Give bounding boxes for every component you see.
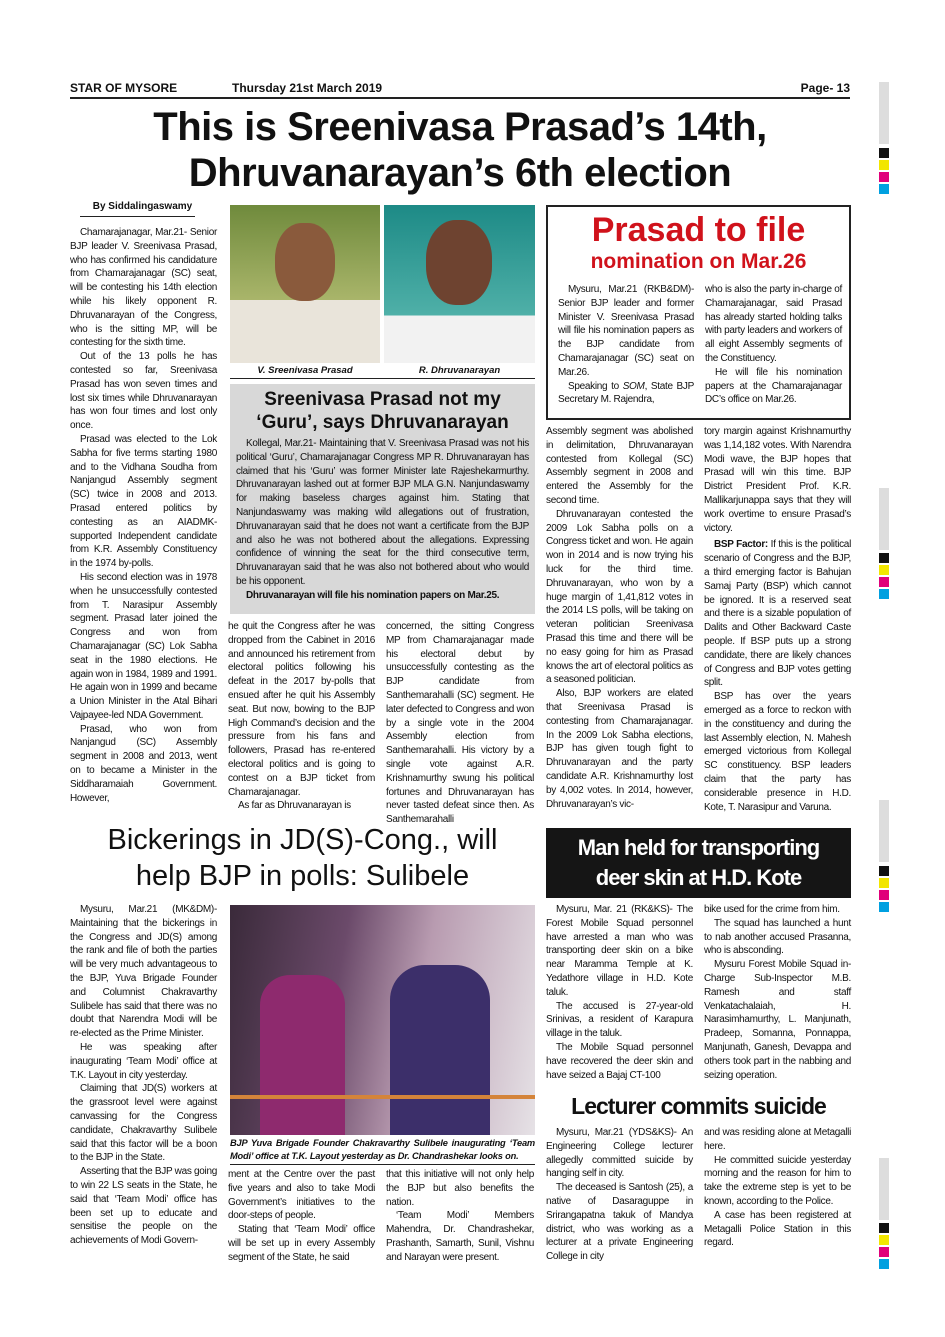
para: Asserting that the BJP was going to win 22 LS seats in the State, he said that ‘Team Modi’ office has been set up to educate and sensitise the people on the achievements of Modi Govern- (70, 1166, 217, 1247)
guru-headline (230, 388, 535, 434)
main-headline (60, 104, 860, 196)
black-mark (879, 866, 889, 876)
bickerings-headline-line1: Bickerings in JD(S)-Cong., will (107, 824, 498, 856)
text: , State BJP Secretary M. Rajendra, (558, 380, 694, 406)
para: The squad has launched a hunt to nab another accused Prasanna, who is absconding. (704, 917, 851, 957)
cyan-mark (879, 184, 889, 194)
yellow-mark (879, 1235, 889, 1245)
caption-rule (230, 378, 535, 379)
para: Mysuru, Mar.21 (MK&DM)- Maintaining that the bickerings in the Congress and JD(S) among the rank and file of both the parties will be very much advantageous to the BJP, Yuva Brigade Founder and Columnist Chakravarthy Sulibele has said that there was no doubt that Narendra Modi will be re-elected as the Prime Minister. (70, 904, 217, 1040)
para: tory margin against Krishnamurthy was 1,14,182 votes. With Narendra Modi wave, the BJP hopes that Prasad will win this time. BJP District President Prof. K.R. Mallikarjunappa says that they will work overtime to ensure Prasad’s victory. (704, 426, 851, 534)
para: Out of the 13 polls he has contested so far, Sreenivasa Prasad has won seven times and lost six times while Dhruvanarayan has won four times and lost only once. (70, 351, 217, 432)
para: Dhruvanarayan contested the 2009 Lok Sabha polls on a Congress ticket and won. He again won in 2014 and is now trying his luck for the third time. Dhruvanarayan, who won by a huge margin of 1,41,812 votes in the 2014 LS polls, will be taking on veteran politician Sreenivasa Prasad this time and there will be no easy going for him as Prasad knows the art of electoral politics as a seasoned politician. (546, 508, 693, 686)
para (704, 538, 851, 690)
bickerings-headline (65, 822, 540, 894)
cyan-mark (879, 902, 889, 912)
guru-box (230, 384, 535, 614)
photo1-caption: V. Sreenivasa Prasad (257, 365, 353, 376)
para (558, 380, 694, 408)
guru-headline-line1: Sreenivasa Prasad not my (264, 389, 501, 410)
magenta-mark (879, 172, 889, 182)
magenta-mark (879, 1247, 889, 1257)
byline: By Siddalingaswamy (92, 201, 193, 212)
para: Claiming that JD(S) workers at the grassroot level were against canvassing for the Congress candidate, Chakravarthy Sulibele said that this factor will be a boon to the BJP in the State. (70, 1083, 217, 1164)
registration-strip (879, 82, 889, 144)
para: The accused is 27-year-old Srinivas, a resident of Karapura village in the taluk. (546, 1000, 693, 1040)
main-col4 (546, 425, 693, 811)
magenta-mark (879, 577, 889, 587)
para: he quit the Congress after he was dropped from the Cabinet in 2016 and announced his retirement from electoral politics following his defeat in the 2017 by-polls that ensued after he quit his Assembly seat. But now, bowing to the BJP High Command’s decision and the pressure from his fans and followers, Prasad has re-entered electoral politics and is going to contest on a BJP ticket from Chamarajanagar. (228, 621, 375, 798)
byline-rule (80, 216, 195, 217)
deer-headline-line2: deer skin at H.D. Kote (595, 865, 802, 890)
face-shape (426, 220, 492, 305)
para: He committed suicide yesterday morning and the reason for him to take the extreme step is yet to be known, according to the Police. (704, 1154, 851, 1207)
bickerings-col3 (386, 1168, 534, 1265)
para: Chamarajanagar, Mar.21- Senior BJP leader V. Sreenivasa Prasad, who has confirmed his candidature from Chamarajanagar (SC) seat, will be contesting his 14th election while his likely opponent R. Dhruvanarayan of the Congress, who is the sitting MP, will be contesting for the sixth time. (70, 227, 217, 349)
main-col1 (70, 226, 217, 805)
cyan-mark (879, 589, 889, 599)
para: Assembly segment was abolished in delimitation, Dhruvanarayan contested from Kollegal (SC) Assembly segment in 2008 and entered the Assembly for the second time. (546, 426, 693, 506)
registration-strip (879, 800, 889, 862)
main-col3 (386, 620, 534, 827)
photo2-caption: R. Dhruvanarayan (418, 365, 501, 376)
photo-dhruvanarayan (384, 205, 535, 363)
para: The deceased is Santosh (25), a native of Dasaraguppe in Srirangapatna takuk of Mandya district, who was working as a lecturer at a private Engineering College in city (546, 1182, 693, 1263)
nomination-headline-1: Prasad to file (591, 211, 806, 249)
para: His second election was in 1978 when he unsuccessfully contested from T. Narasipur Assembly segment. Prasad later joined the Congress and won from Chamarajanagar (SC) Lok Sabha seat in the 1980 elections. He again won in 1984, 1989 and 1991. He again won in 1999 and became a Union Minister in the Atal Bihari Vajpayee-led NDA Government. (70, 571, 217, 721)
person-shape (390, 965, 490, 1135)
text: Speaking to (568, 380, 623, 392)
para: that this initiative will not only help the BJP but also benefits the nation. (386, 1169, 534, 1208)
para: Kollegal, Mar.21- Maintaining that V. Sreenivasa Prasad was not his political ‘Guru’, Chamarajanagar Congress MP R. Dhruvanarayan has claimed that his ‘Guru’ was former Minister late Rajeshekarmurthy. Dhruvanarayan lashed out at former BJP MLA G.N. Nanjundaswamy for making baseless charges against him. Stating that Nanjundaswamy was making wild allegations out of frustration, Dhruvanarayan said that he does not want a certificate from the BJP and also he was not bothered about the allegations. Expressing confidence of winning the seat for the third consecutive term, Dhruvanarayan said that he was also not bothered about who would be his opponent. (236, 438, 529, 587)
black-mark (879, 553, 889, 563)
bickerings-headline-line2: help BJP in polls: Sulibele (135, 860, 470, 892)
lecturer-headline: Lecturer commits suicide (571, 1093, 826, 1119)
guru-body (230, 434, 535, 603)
para: He was speaking after inaugurating ‘Team Modi’ office at T.K. Layout in city yesterday. (70, 1041, 217, 1081)
subhead: BSP Factor: (714, 539, 768, 551)
cyan-mark (879, 1259, 889, 1269)
para: A case has been registered at Metagalli Police Station in this regard. (704, 1209, 851, 1249)
para: who is also the party in-charge of Chamarajanagar, said Prasad has already started holding talks with party leaders and workers of all eight Assembly segments of the Constituency. (705, 284, 842, 364)
caption-rule (230, 1164, 535, 1165)
page-number: Page- 13 (800, 81, 850, 95)
main-headline-line2: Dhruvanarayan’s 6th election (188, 151, 732, 195)
lecturer-col1 (546, 1126, 693, 1264)
para: Prasad, who won from Nanjangud (SC) Assembly segment in 2008 and 2013, went on to became a Minister in the Siddharamaiah Government. However, (70, 723, 217, 804)
para: Mysuru Forest Mobile Squad in-Charge Sub-Inspector M.B. Ramesh and staff Venkatachalaiah, H. Narasimhamurthy, L. Manjunath, Pradeep, Somanna, Ponnappa, Manjunath, Ganesh, Devappa and others took part in the nabbing and seizing operation. (704, 959, 851, 1081)
issue-date: Thursday 21st March 2019 (232, 81, 383, 95)
header-rule (70, 97, 850, 99)
para: and was residing alone at Metagalli here. (704, 1127, 851, 1152)
yellow-mark (879, 160, 889, 170)
bickerings-col1 (70, 903, 217, 1248)
para: ‘Team Modi’ Members Mahendra, Dr. Chandrashekar, Prashanth, Samarth, Sunil, Vishnu and Narayan were present. (386, 1210, 534, 1263)
registration-strip (879, 488, 889, 550)
para: Mysuru, Mar.21 (RKB&DM)- Senior BJP leader and former Minister V. Sreenivasa Prasad will file his nomination papers as the BJP candidate from Chamarajanagar (SC) seat on Mar.26. (558, 284, 694, 378)
main-col2 (228, 620, 375, 813)
yellow-mark (879, 878, 889, 888)
nomination-col2 (705, 283, 842, 407)
nomination-col1 (558, 283, 694, 407)
paper-name: STAR OF MYSORE (70, 81, 178, 95)
guru-headline-line2: ‘Guru’, says Dhruvanarayan (256, 412, 509, 433)
deer-headline-line1: Man held for transporting (577, 835, 820, 860)
para: Dhruvanarayan will file his nomination papers on Mar.25. (246, 589, 500, 601)
para: bike used for the crime from him. (704, 904, 840, 915)
para: Also, BJP workers are elated that Sreenivasa Prasad is contesting from Chamarajanagar. In the 2009 Lok Sabha elections, BJP has given tough fight to Dhruvanarayan and the party candidate A.R. Krishnamurthy lost by 4,002 votes. In 2014, however, Dhruvanarayan’s vic- (546, 688, 693, 810)
para: BSP has over the years emerged as a force to reckon with in the constituency and during the last Assembly election, N. Mahesh emerged victorious from Kollegal SC constituency. BSP leaders claim that the party has considerable presence in H.D. Kote, T. Narasipur and Varuna. (704, 691, 851, 813)
para: As far as Dhruvanarayan is (238, 800, 351, 812)
ribbon (230, 1095, 535, 1099)
main-col5 (704, 425, 851, 814)
deer-col1 (546, 903, 693, 1082)
text: If this is the political scenario of Congress and the BJP, a third emerging factor is Bahujan Samaj Party (BSP) which cannot be ignored. It is a reserved seat and there is a sizable population of Dalits and Other Backward Caste people. If BSP puts up a strong candidate, there are likely chances of Congress and BJP votes getting split. (704, 539, 851, 689)
person-shape (260, 975, 345, 1135)
black-mark (879, 148, 889, 158)
deer-col2 (704, 903, 851, 1082)
para: Mysuru, Mar.21 (YDS&KS)- An Engineering College lecturer allegedly committed suicide by hanging self in city. (546, 1127, 693, 1180)
magenta-mark (879, 890, 889, 900)
bickerings-col2 (228, 1168, 375, 1265)
photo-sulibele-inauguration (230, 905, 535, 1135)
para: He will file his nomination papers at the Chamarajanagar DC’s office on Mar.26. (705, 366, 842, 406)
para: ment at the Centre over the past five years and also to take Modi Government’s initiatives to the door-steps of people. (228, 1169, 375, 1222)
bickerings-photo-caption: BJP Yuva Brigade Founder Chakravarthy Sulibele inaugurating ‘Team Modi’ office at T.K. Layout yesterday as Dr. Chandrashekar looks on. (230, 1138, 535, 1161)
face-shape (275, 223, 335, 301)
para: Prasad was elected to the Lok Sabha for five terms starting 1980 and to the Vidhana Soudha from Nanjangud Assembly segment (SC) twice in 2008 and 2013. Prasad entered politics by contesting as an AIADMK-supported Independent candidate from K.R. Assembly Constituency in the 1974 by-polls. (70, 433, 217, 570)
yellow-mark (879, 565, 889, 575)
main-headline-line1: This is Sreenivasa Prasad’s 14th, (153, 105, 767, 149)
deer-headline (546, 828, 851, 898)
para: Mysuru, Mar. 21 (RK&KS)- The Forest Mobile Squad personnel have arrested a man who was transporting deer skin on a bike near Maramma Temple at K. Yedathore village in H.D. Kote taluk. (546, 904, 693, 998)
black-mark (879, 1223, 889, 1233)
lecturer-col2 (704, 1126, 851, 1250)
nomination-box (546, 205, 851, 420)
para: concerned, the sitting Congress MP from Chamarajanagar made his electoral debut by unsuccessfully contesting as the BJP candidate from Santhemarahalli (SC) segment. He later defected to Congress and won by a single vote in the 2004 Assembly election from Santhemarahalli. His victory by a single vote against A.R. Krishnamurthy swung his political fortunes and Dhruvanarayan has never tasted defeat since then. As Santhemarahalli (386, 621, 534, 826)
registration-strip (879, 1158, 889, 1220)
text: SOM (622, 380, 645, 392)
para: Stating that ‘Team Modi’ office will be set up in every Assembly segment of the State, he said (228, 1224, 375, 1263)
photo-sreenivasa-prasad (230, 205, 380, 363)
nomination-headline-2: nomination on Mar.26 (590, 250, 807, 273)
para: The Mobile Squad personnel have recovered the deer skin and have seized a Bajaj CT-100 (546, 1041, 693, 1081)
